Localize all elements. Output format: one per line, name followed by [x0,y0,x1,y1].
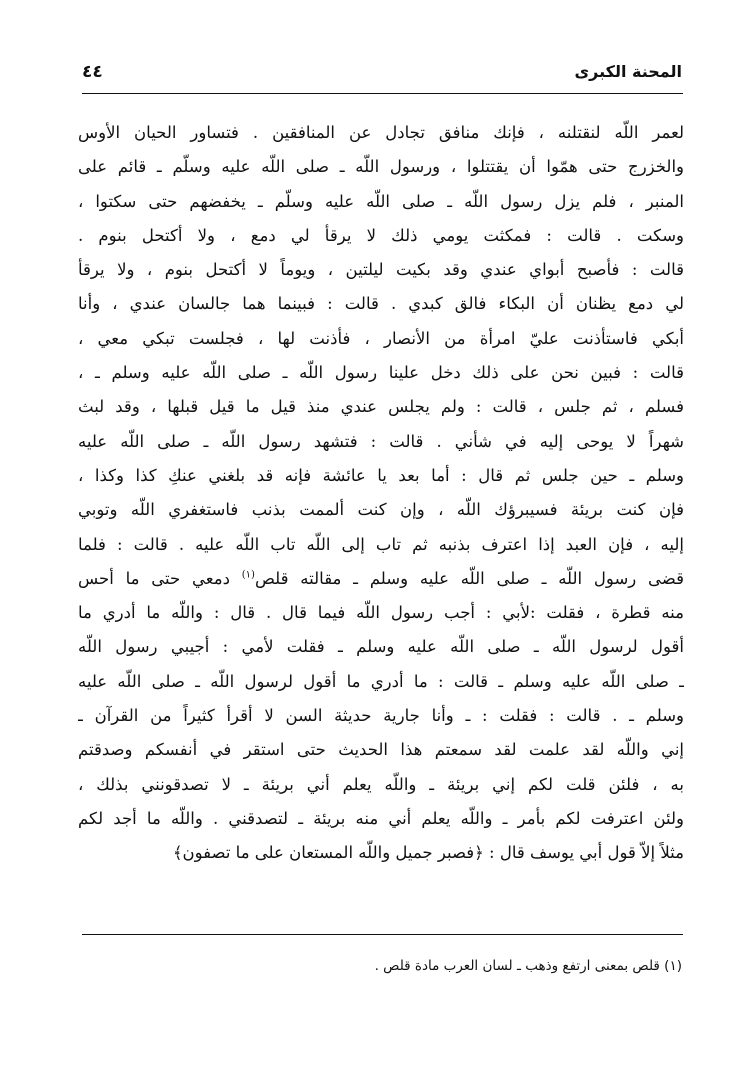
text-line: وسلم ـ . قالت : فقلت : ـ وأنا جارية حديثة السن لا أقرأ كثيراً من القرآن ـ [78,706,684,726]
text-segment: قضى رسول اللّه ـ صلى اللّه عليه وسلم ـ مقالته قلص [254,568,684,588]
page-number: ٤٤ [82,62,103,82]
text-line: فسلم ، ثم جلس ، قالت : ولم يجلس عندي منذ قيل ما قيل قبلها ، وقد لبث [78,397,684,417]
footnote-divider [82,934,683,935]
text-line: ـ صلى اللّه عليه وسلم ـ قالت : ما أدري ما أقول لرسول اللّه ـ صلى اللّه عليه [78,671,684,691]
text-line: قالت : فبين نحن على ذلك دخل علينا رسول اللّه ـ صلى اللّه عليه وسلم ـ ، [78,363,684,383]
text-segment: دمعي حتى ما أحس [78,568,242,588]
page-header [82,60,682,88]
text-line: لي دمع يظنان أن البكاء فالق كبدي . قالت : فبينما هما جالسان عندي ، وأنا [78,294,684,314]
header-divider [82,93,683,94]
text-line: منه قطرة ، فقلت :لأبي : أجب رسول اللّه فيما قال . قال : واللّه ما أدري ما [78,603,684,623]
text-line: والخزرج حتى همّوا أن يقتتلوا ، ورسول اللّه ـ صلى اللّه عليه وسلّم ـ قائم على [78,157,684,177]
text-line: المنبر ، فلم يزل رسول اللّه ـ صلى اللّه عليه وسلّم ـ يخفضهم حتى سكتوا ، [78,191,684,211]
text-line: قالت : فأصبح أبواي عندي وقد بكيت ليلتين ، ويوماً لا أكتحل بنوم ، ولا يرقأ [78,260,684,280]
text-line: أقول لرسول اللّه ـ صلى اللّه عليه وسلم ـ فقلت لأمي : أجيبي رسول اللّه [78,637,684,657]
main-text [78,116,684,871]
text-line-with-note [78,562,684,596]
text-line: لعمر اللّه لنقتلنه ، فإنك منافق تجادل عن المنافقين . فتساور الحيان الأوس [78,123,684,142]
footnote: (١) قلص بمعنى ارتفع وذهب ـ لسان العرب مادة قلص . [374,958,682,974]
text-line: وسلم ـ حين جلس ثم قال : أما بعد يا عائشة فإنه قد بلغني عنكِ كذا وكذا ، [78,465,684,485]
text-line: ولئن اعترفت لكم بأمر ـ واللّه يعلم أني منه بريئة ـ لتصدقني . واللّه ما أجد لكم [78,808,684,828]
text-line: أبكي فاستأذنت عليّ امرأة من الأنصار ، فأذنت لها ، فجلست تبكي معي ، [78,328,684,348]
text-line: وسكت . قالت : فمكثت يومي ذلك لا يرقأ لي دمع ، ولا أكتحل بنوم . [78,225,684,245]
text-line: إني واللّه لقد علمت لقد سمعتم هذا الحديث حتى استقر في أنفسكم وصدقتم [78,740,684,760]
text-line: شهراً لا يوحى إليه في شأني . قالت : فتشهد رسول اللّه ـ صلى اللّه عليه [78,431,684,451]
text-line: فإن كنت بريئة فسيبرؤك اللّه ، وإن كنت ألممت بذنب فاستغفري اللّه وتوبي [78,500,684,520]
text-line: به ، فلئن قلت لكم إني بريئة ـ واللّه يعلم أني بريئة ـ لا تصدقونني بذلك ، [78,774,684,794]
text-line: مثلاً إلاّ قول أبي يوسف قال : ﴿فصبر جميل واللّه المستعان على ما تصفون﴾ [172,843,684,863]
footnote-marker: (١) [241,569,255,581]
running-title: المحنة الكبرى [574,62,682,81]
text-line: إليه ، فإن العبد إذا اعترف بذنبه ثم تاب إلى اللّه تاب اللّه عليه . قالت : فلما [78,534,684,554]
